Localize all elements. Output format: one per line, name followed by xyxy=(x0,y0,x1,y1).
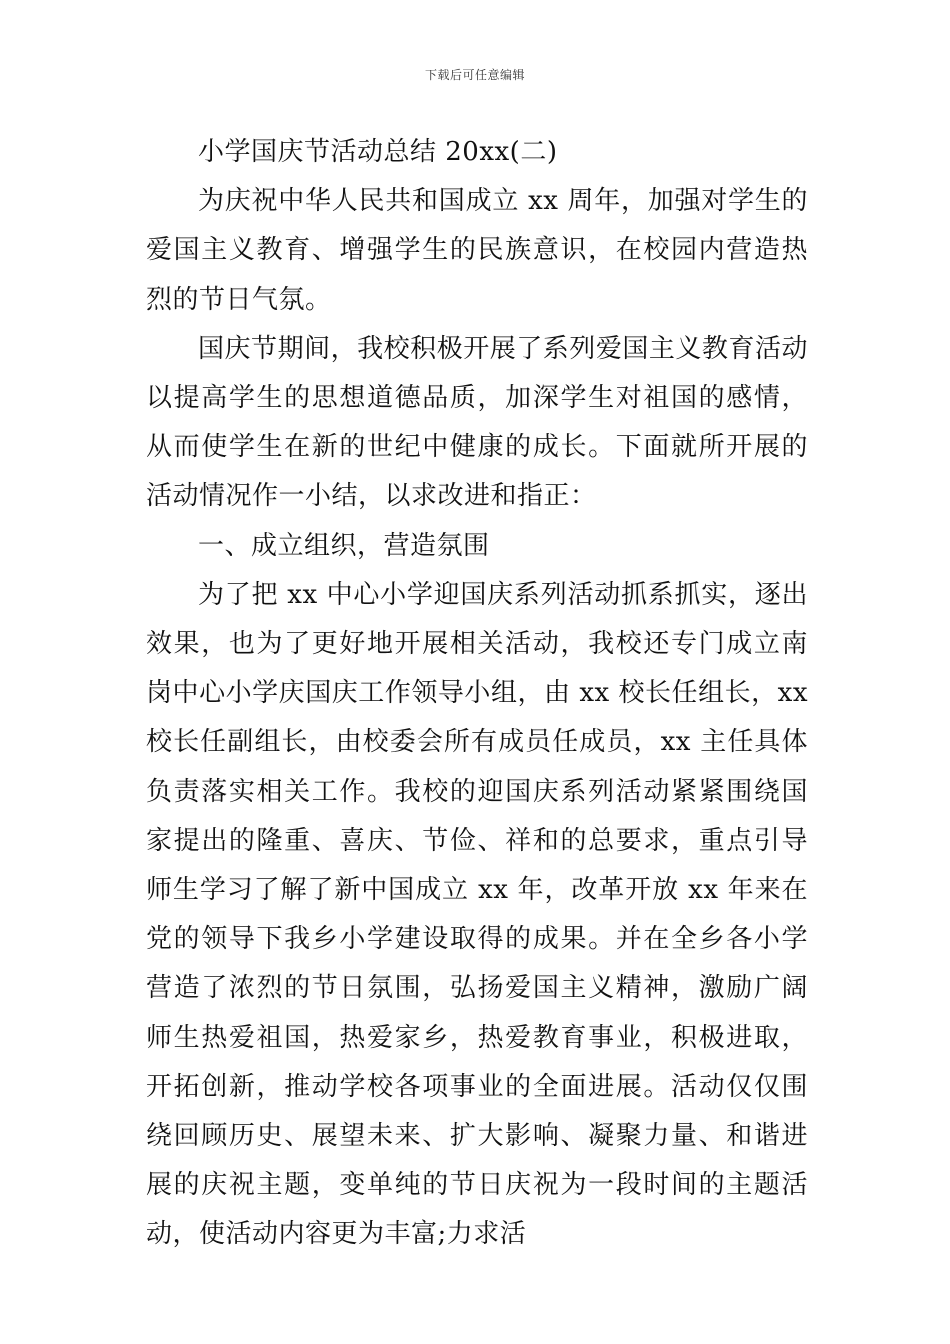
paragraph-intro: 为庆祝中华人民共和国成立 xx 周年，加强对学生的爱国主义教育、增强学生的民族意识，在校园内营造热烈的节日气氛。 xyxy=(146,186,808,315)
document-title: 小学国庆节活动总结 20xx(二) xyxy=(198,137,558,167)
header-note: 下载后可任意编辑 xyxy=(424,68,525,82)
paragraph-section-one: 为了把 xx 中心小学迎国庆系列活动抓系抓实，逐出效果，也为了更好地开展相关活动，我校还专门成立南岗中心小学庆国庆工作领导小组，由 xx 校长任组长，xx 校长任副组长，由校委会所有成员任成员，xx 主任具体负责落实相关工作。我校的迎国庆系列活动紧紧围绕国家提出的隆重、喜庆、节俭、祥和的总要求，重点引导师生学习了解了新中国成立 xx 年，改革开放 xx 年来在党的领导下我乡小学建设取得的成果。并在全乡各小学营造了浓烈的节日氛围，弘扬爱国主义精神，激励广阔师生热爱祖国，热爱家乡，热爱教育事业，积极进取，开拓创新，推动学校各项事业的全面进展。活动仅仅围绕回顾历史、展望未来、扩大影响、凝聚力量、和谐进展的庆祝主题，变单纯的节日庆祝为一段时间的主题活动，使活动内容更为丰富;力求活 xyxy=(146,579,808,1250)
document-body xyxy=(146,128,808,1260)
paragraph-overview: 国庆节期间，我校积极开展了系列爱国主义教育活动以提高学生的思想道德品质，加深学生对祖国的感情，从而使学生在新的世纪中健康的成长。下面就所开展的活动情况作一小结，以求改进和指正： xyxy=(146,333,808,512)
section-heading: 一、成立组织，营造氛围 xyxy=(198,530,490,561)
